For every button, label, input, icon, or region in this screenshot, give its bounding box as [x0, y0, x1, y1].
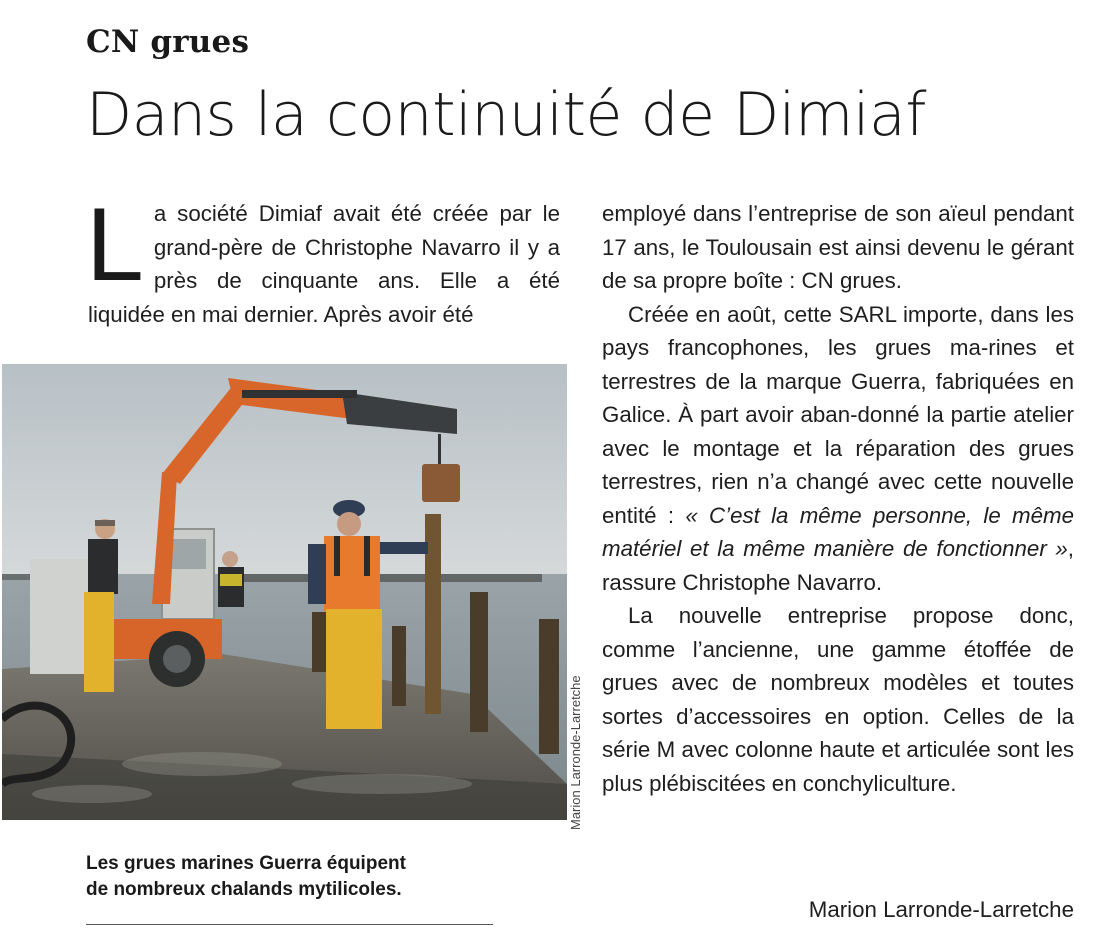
article-photo-crane-barge: [2, 364, 567, 820]
article-column-left: [86, 187, 560, 331]
article-kicker: CN grues: [86, 24, 250, 60]
article-paragraph-1-start: [86, 187, 560, 331]
article-headline: Dans la continuité de Dimiaf: [86, 80, 926, 150]
article-paragraph-2: [602, 298, 1074, 600]
paragraph-2-quote: « C’est la même personne, le même matériel et la même manière de fonctionner »: [602, 502, 1074, 561]
paragraph-1-left-text: a société Dimiaf avait été créée par le grand-père de Christophe Navarro il y a près de cinquante ans. Elle a été liquidée en mai dernier. Après avoir été: [88, 201, 560, 327]
drop-cap: L: [86, 187, 144, 303]
caption-line-1: Les grues marines Guerra équipent: [86, 853, 406, 874]
paragraph-2-text: Créée en août, cette SARL importe, dans les pays francophones, les grues ma-rines et terrestres de la marque Guerra, fabriquées en Galice. À part avoir aban-donné la partie atelier avec le montage et la réparation des grues terrestres, rien n’a changé avec cette nouvelle entité :: [602, 301, 1074, 528]
article-paragraph-1-continued: employé dans l’entreprise de son aïeul pendant 17 ans, le Toulousain est ainsi devenu le gérant de sa propre boîte : CN grues.: [602, 201, 1074, 293]
article-signature: Marion Larronde-Larretche: [808, 897, 1074, 922]
caption-divider: [86, 924, 493, 925]
photo-caption: [86, 851, 506, 903]
crane-barge-photo-illustration: [2, 364, 567, 820]
caption-line-2: de nombreux chalands mytilicoles.: [86, 879, 402, 900]
photo-credit: Marion Larronde-Larretche: [568, 675, 583, 830]
article-column-right: [602, 197, 1074, 800]
article-paragraph-3: La nouvelle entreprise propose donc, comme l’ancienne, une gamme étoffée de grues avec de nombreux modèles et toutes sortes d’accessoires en option. Celles de la série M avec colonne haute et articulée sont les plus plébiscitées en conchyliculture.: [602, 603, 1074, 796]
paragraph-2-tail: , rassure Christophe Navarro.: [602, 536, 1074, 595]
